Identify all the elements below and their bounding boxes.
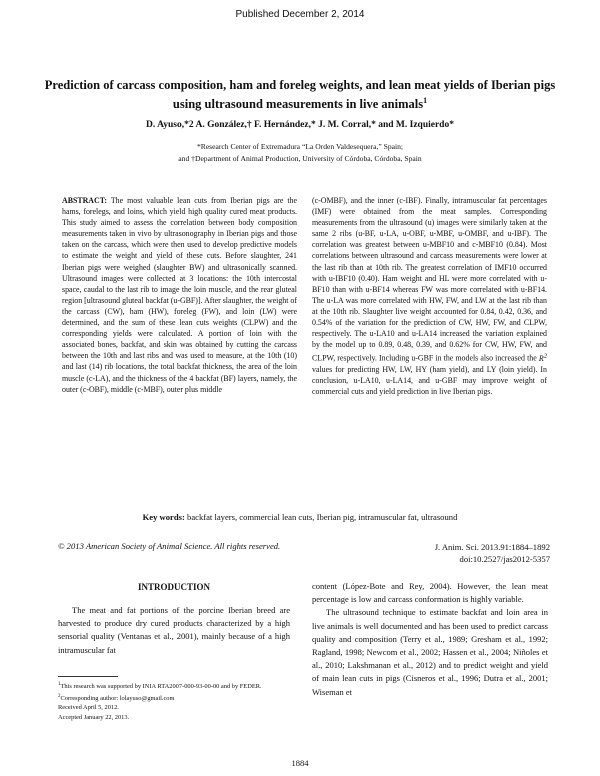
- intro-paragraph-1: The meat and fat portions of the porcine Iberian breed are harvested to produce dry cured products characterized by a high sensorial quality (Ventanas et al., 2001), mainly because of a high intramuscular fat: [58, 605, 290, 655]
- footnote-2: $^2$Corresponding author: lolayuso@gmail.com: [58, 693, 175, 702]
- page-number: 1884: [291, 758, 309, 768]
- footnotes: [58, 680, 290, 722]
- copyright-notice: © 2013 American Society of Animal Science. All rights reserved.: [58, 541, 281, 551]
- abstract-label: ABSTRACT:: [62, 196, 108, 205]
- intro-paragraph-2: The ultrasound technique to estimate backfat and loin area in live animals is well documented and has been used to predict carcass quality and composition (Terry et al., 1989; Gresham et al., 1992; Ragland, 1998; Newcom et al., 2002; Hassen et al., 2004; Niñoles et al., 2010; Lakshmanan et al., 2012) and to predict weight and yield of main lean cuts in pigs (Cisneros et al., 1996; Dutra et al., 2001; Wiseman et: [312, 607, 548, 697]
- journal-citation: J. Anim. Sci. 2013.91:1884–1892: [434, 542, 550, 552]
- r-squared: $R^2$: [538, 352, 547, 363]
- accepted-date: Accepted January 22, 2013.: [58, 713, 130, 721]
- received-date: Received April 5, 2012.: [58, 704, 119, 712]
- published-date: Published December 2, 2014: [235, 9, 365, 20]
- intro-paragraph-continued: content (López-Bote and Rey, 2004). However, the lean meat percentage is low and carcass conformation is highly variable.: [312, 581, 548, 605]
- paper-title: [40, 78, 560, 112]
- footnote-divider: [58, 676, 118, 677]
- abstract-text-1: The most valuable lean cuts from Iberian pigs are the hams, forelegs, and loins, which yield high quality cured meat products. This study aimed to assess the correlation between body composition measurements taken in vivo by ultrasonography in Iberian pigs and those taken on the carcass, which were then used to develop predictive models to estimate the weight and yield of these cuts. Before slaughter, 241 Iberian pigs were weighed (slaughter BW) and ultrasonically scanned. Ultrasound images were collected at 3 locations: the 10th intercostal space, caudal to the last rib to image the loin muscle, and the rear gluteal region [ultrasound gluteal backfat (u-GBF)]. After slaughter, the weight of the carcass (CW), ham (HW), foreleg (FW), and loin (LW) were determined, and the sum of these lean cuts weights (CLPW) and the corresponding yields were calculated. A portion of loin with the associated bones, backfat, and skin was obtained by cutting the carcass between the 10th and last ribs and was used to measure, at the 10th (10) and last (14) rib locations, the total backfat thickness, the area of the loin muscle (c-LA), and the thickness of the 4 backfat (BF) layers, namely, the outer (c-OBF), middle (c-MBF), outer plus middle: [62, 196, 297, 394]
- abstract-column-right: [312, 195, 547, 397]
- doi[interactable]: doi:10.2527/jas2012-5357: [459, 554, 550, 564]
- intro-column-right: [312, 580, 548, 699]
- affiliation-1: *Research Center of Extremadura “La Orden Valdesequera,” Spain;: [196, 142, 404, 151]
- intro-column-left: [58, 604, 290, 657]
- keywords-label: Key words:: [142, 512, 185, 522]
- keywords-text: backfat layers, commercial lean cuts, Iberian pig, intramuscular fat, ultrasound: [187, 512, 458, 522]
- keywords: [40, 512, 560, 522]
- footnote-1: $^1$This research was supported by INIA RTA2007-000-93-00-00 and by FEDER.: [58, 682, 262, 691]
- affiliations: [40, 141, 560, 165]
- title-footnote-marker: 1: [423, 96, 428, 105]
- affiliation-2: and †Department of Animal Production, University of Córdoba, Córdoba, Spain: [178, 154, 422, 163]
- abstract-text-2: (c-OMBF), and the inner (c-IBF). Finally, intramuscular fat percentages (IMF) were obtained from the meat samples. Corresponding measurements from the ultrasound (u) images were similarly taken at the same 2 ribs (u-BF, u-LA, u-OBF, u-MBF, u-OMBF, and u-IBF). The correlation was greatest between u-MBF10 and c-MBF10 (0.84). Most correlations between ultrasound and carcass measurements were lower at the last rib than at 10th rib. The greatest correlation of IMF10 occurred with u-IBF10 (0.40). Ham weight and HL were more correlated with u-BF10 than with u-BF14 whereas FW was more correlated with u-BF14. The u-LA was more correlated with HW, FW, and LW at the last rib than at the 10th rib. Slaughter live weight accounted for 0.84, 0.42, 0.36, and 0.54% of the variation for the prediction of CW, HW, FW, and CLPW, respectively. The u-LA10 and u-LA14 increased the variation explained by the model up to 0.89, 0.48, 0.39, and 0.62% for CW, HW, FW, and CLPW, respectively. Including u-GBF in the models also increased the: [312, 196, 547, 363]
- citation: [382, 541, 550, 565]
- introduction-heading: INTRODUCTION: [137, 582, 210, 592]
- author-list: D. Ayuso,*2 A. González,† F. Hernández,* J. M. Corral,* and M. Izquierdo*: [146, 120, 454, 130]
- abstract-column-left: [62, 195, 297, 395]
- abstract-text-3: values for predicting HW, LW, HY (ham yield), and LY (loin yield). In conclusion, u-LA10, u-LA14, and u-GBF may improve weight of commercial cuts and yield prediction in live Iberian pigs.: [312, 365, 547, 397]
- title-text: Prediction of carcass composition, ham and foreleg weights, and lean meat yields of Iberian pigs using ultrasound measurements in live animals: [44, 78, 556, 112]
